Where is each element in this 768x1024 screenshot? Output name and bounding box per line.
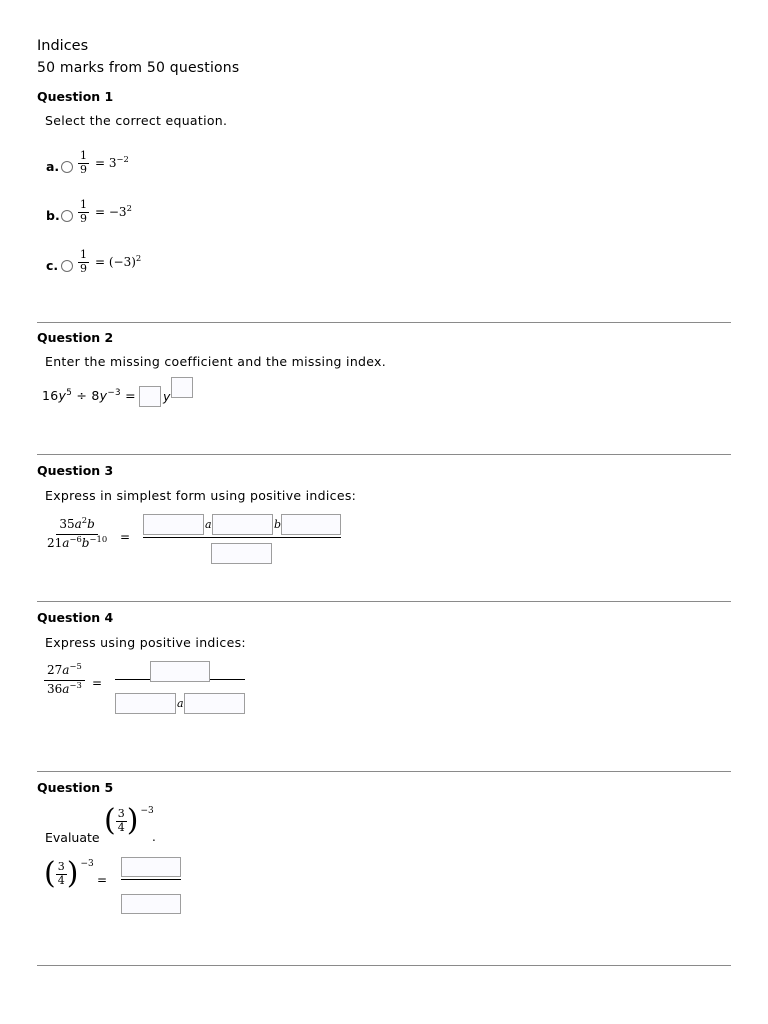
exp-neg3: −3 [107,387,121,398]
exp-5: 5 [66,387,73,398]
q3-var-b: b [274,518,282,531]
divider [37,322,731,323]
equals-sign: = [120,388,136,403]
q4-index-input[interactable] [184,693,245,714]
q3-coefficient-input[interactable] [143,514,204,535]
q5-denominator-input[interactable] [121,894,181,914]
index-input[interactable] [171,377,193,398]
question-2-expression [42,388,136,403]
divider [37,454,731,455]
option-b-rhs: = −3 [95,205,127,220]
q5-numerator-input[interactable] [121,857,181,877]
page-subtitle: 50 marks from 50 questions [37,60,240,76]
q5-prompt-exp: −3 [140,806,154,816]
q4-den-a: a [62,681,70,696]
q4-den-exp: −3 [69,679,82,690]
option-b-denominator: 9 [80,211,87,225]
page-title: Indices [37,38,89,54]
question-3-lhs [44,515,110,551]
option-b-exponent: 2 [126,203,132,214]
q5-prompt-den: 4 [117,820,125,834]
option-a-equation [78,150,129,176]
option-a-denominator: 9 [80,162,87,176]
option-a-exponent: −2 [116,154,129,165]
divider [37,771,731,772]
q5-prompt-num: 3 [117,806,125,820]
option-a-numerator: 1 [80,149,87,162]
q5-lhs-exp: −3 [80,859,94,869]
q3-num-exp: 2 [81,515,88,525]
option-c-exponent: 2 [135,253,142,264]
q3-den-exp-b: −10 [89,533,108,544]
q5-lhs-num: 3 [57,859,65,873]
question-4-prompt: Express using positive indices: [45,635,246,650]
q3-den-a: a [62,535,70,550]
q3-den-exp-a: −6 [69,533,82,544]
q4-denominator-coefficient-input[interactable] [115,693,176,714]
coefficient-input[interactable] [139,386,161,407]
question-2-prompt: Enter the missing coefficient and the missing index. [45,354,387,369]
question-2-heading: Question 2 [37,330,114,345]
q4-den-coef: 36 [47,681,63,696]
option-c-rhs: = (−3) [95,255,136,270]
q4-num-a: a [62,663,70,677]
question-1-heading: Question 1 [37,89,114,104]
q5-lhs-den: 4 [57,873,65,887]
q4-num-coef: 27 [47,663,63,677]
var-y2: y [99,388,108,403]
option-b-equation [78,199,132,225]
q3-denominator-input[interactable] [211,543,272,564]
question-1-prompt: Select the correct equation. [45,113,228,128]
q5-prompt-word: Evaluate [45,830,100,845]
divider [37,965,731,966]
option-a-radio[interactable] [61,161,73,173]
q5-equals: = [97,873,108,887]
q3-num-coef: 35 [59,517,75,531]
divide-8: ÷ 8 [72,388,100,403]
q3-equals: = [120,530,131,544]
option-c-equation [78,249,141,275]
q5-prompt-expression: ( $\frac{3}{4}$ ) −3 [104,803,154,838]
q5-lhs-expression: ( $\frac{3}{4}$ ) −3 [44,856,94,891]
question-3-heading: Question 3 [37,463,114,478]
option-b-numerator: 1 [80,198,87,211]
q3-index-b-input[interactable] [281,514,341,535]
q5-fraction-bar [121,879,181,880]
q3-index-a-input[interactable] [212,514,273,535]
q3-num-a: a [74,517,82,531]
option-c-denominator: 9 [80,261,87,275]
q5-period: . [152,830,156,844]
q3-den-b: b [81,535,90,550]
q3-var-a: a [205,518,212,531]
question-5-heading: Question 5 [37,780,114,795]
q3-fraction-bar [143,537,341,538]
coef-16: 16 [42,388,59,403]
divider [37,601,731,602]
q3-den-coef: 21 [47,535,63,550]
question-3-prompt: Express in simplest form using positive indices: [45,488,357,503]
option-c-numerator: 1 [80,248,87,261]
question-4-heading: Question 4 [37,610,114,625]
q4-num-exp: −5 [69,661,82,671]
answer-var-y: y [163,389,171,404]
option-a-rhs: = 3 [95,156,117,171]
question-4-lhs [44,661,85,697]
option-c-letter: c. [46,258,59,273]
option-b-radio[interactable] [61,210,73,222]
q3-num-b: b [87,517,95,531]
option-b-letter: b. [46,208,60,223]
q4-numerator-input[interactable] [150,661,210,682]
q4-var-a: a [177,697,184,710]
option-c-radio[interactable] [61,260,73,272]
option-a-letter: a. [46,159,60,174]
q4-equals: = [92,676,103,690]
var-y1: y [58,388,67,403]
